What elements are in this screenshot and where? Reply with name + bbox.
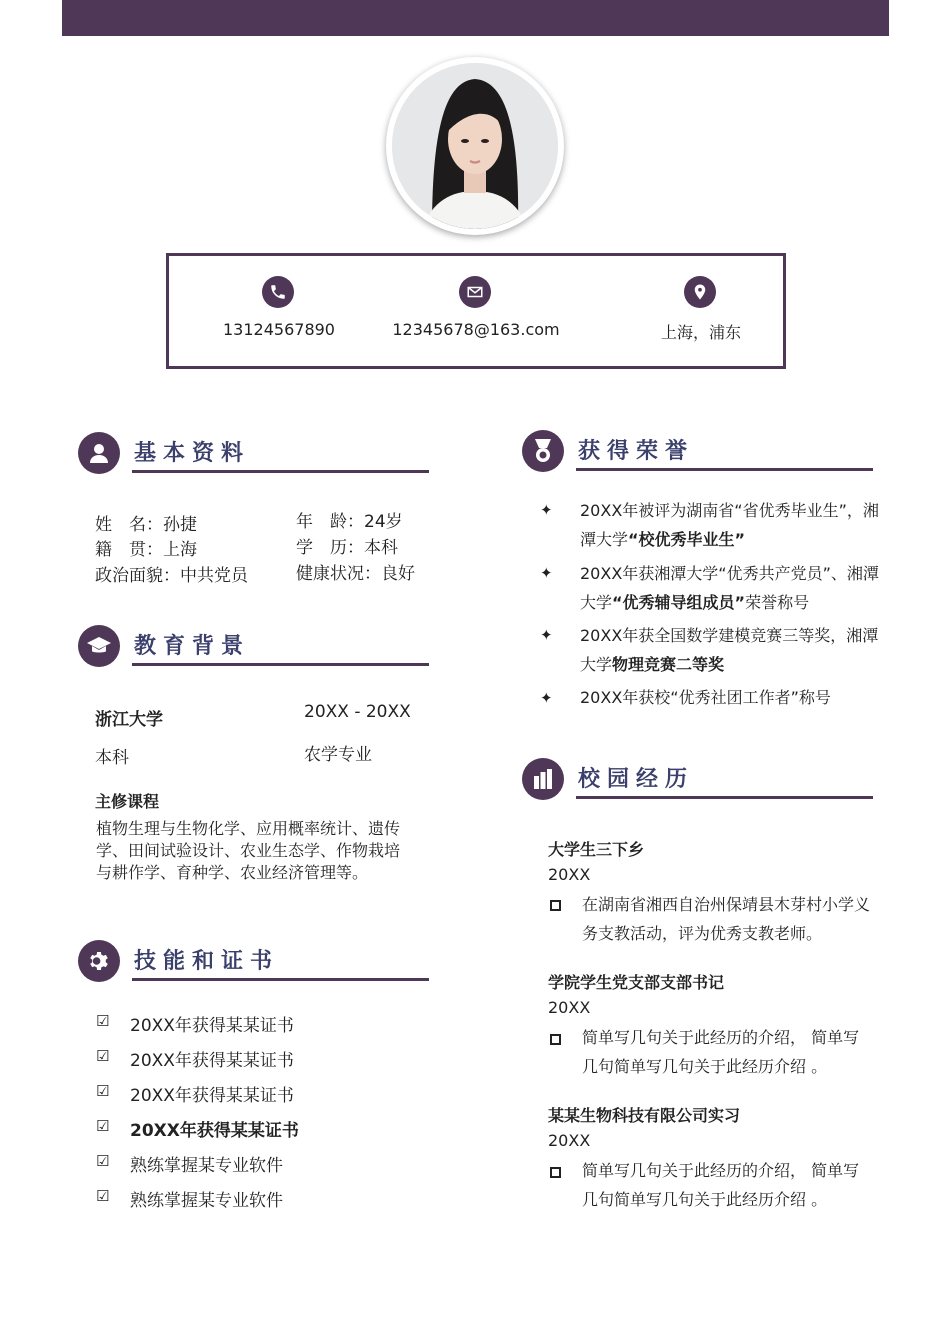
experience-year: 20XX (548, 1131, 591, 1150)
profile-photo (392, 63, 558, 229)
major: 农学专业 (304, 745, 372, 765)
section-title: 获得荣誉 (578, 439, 695, 464)
medal-icon (522, 430, 564, 472)
info-age: 年 龄：24岁 (296, 512, 403, 532)
contact-phone (169, 256, 389, 366)
mail-icon (459, 276, 491, 308)
info-political: 政治面貌：中共党员 (95, 566, 248, 586)
section-title: 教育背景 (134, 634, 251, 659)
phone-number: 13124567890 (223, 320, 335, 339)
skill-item: 熟练掌握某专业软件 (130, 1156, 283, 1176)
section-divider (132, 663, 429, 666)
experience-desc: 简单写几句关于此经历的介绍， 简单写几句简单写几句关于此经历介绍 。 (582, 1028, 860, 1076)
info-name: 姓 名：孙捷 (95, 515, 197, 535)
graduation-cap-icon (78, 625, 120, 667)
square-bullet-icon (550, 1167, 561, 1178)
experience-title: 某某生物科技有限公司实习 (548, 1106, 741, 1125)
contact-box (166, 253, 786, 369)
section-divider (576, 468, 873, 471)
degree: 本科 (95, 748, 129, 768)
top-banner (62, 0, 889, 36)
skill-item: 20XX年获得某某证书 (130, 1121, 299, 1141)
checkbox-icon: ☑ (96, 1082, 110, 1100)
experience-desc: 在湖南省湘西自治州保靖县木芽村小学义 务支教活动，评为优秀支教老师。 (582, 895, 871, 943)
user-icon (78, 432, 120, 474)
location-text: 上海，浦东 (660, 323, 741, 342)
experience-title: 学院学生党支部支部书记 (548, 973, 725, 992)
study-period: 20XX - 20XX (304, 702, 411, 722)
experience-title: 大学生三下乡 (548, 840, 645, 859)
section-divider (576, 796, 873, 799)
section-divider (132, 978, 429, 981)
info-health: 健康状况：良好 (296, 564, 415, 584)
contact-location (591, 256, 811, 366)
star-bullet-icon: ✦ (540, 501, 553, 519)
honor-item: 20XX年被评为湖南省“省优秀毕业生”，湘潭大学“校优秀毕业生” (580, 501, 879, 549)
phone-icon (262, 276, 294, 308)
square-bullet-icon (550, 1034, 561, 1045)
courses-list: 植物生理与生物化学、应用概率统计、遗传学、田间试验设计、农业生态学、作物栽培与耕作学、育种学、农业经济管理等。 (96, 819, 401, 882)
location-pin-icon (684, 276, 716, 308)
skill-item: 20XX年获得某某证书 (130, 1051, 294, 1071)
profile-photo-frame (386, 57, 564, 235)
section-divider (132, 470, 429, 473)
square-bullet-icon (550, 900, 561, 911)
checkbox-icon: ☑ (96, 1012, 110, 1030)
section-title: 校园经历 (578, 767, 695, 792)
skill-item: 20XX年获得某某证书 (130, 1016, 294, 1036)
courses-label: 主修课程 (95, 792, 160, 811)
section-title: 基本资料 (134, 441, 251, 466)
skill-item: 20XX年获得某某证书 (130, 1086, 294, 1106)
checkbox-icon: ☑ (96, 1152, 110, 1170)
building-icon (522, 758, 564, 800)
info-education: 学 历：本科 (296, 538, 398, 558)
star-bullet-icon: ✦ (540, 564, 553, 582)
star-bullet-icon: ✦ (540, 626, 553, 644)
experience-desc: 简单写几句关于此经历的介绍， 简单写几句简单写几句关于此经历介绍 。 (582, 1161, 860, 1209)
checkbox-icon: ☑ (96, 1047, 110, 1065)
experience-year: 20XX (548, 865, 591, 884)
info-native-place: 籍 贯：上海 (95, 540, 197, 560)
skill-item: 熟练掌握某专业软件 (130, 1191, 283, 1211)
checkbox-icon: ☑ (96, 1117, 110, 1135)
star-bullet-icon: ✦ (540, 689, 553, 707)
honor-item: 20XX年获湘潭大学“优秀共产党员”、湘潭大学“优秀辅导组成员”荣誉称号 (580, 564, 879, 612)
experience-year: 20XX (548, 998, 591, 1017)
checkbox-icon: ☑ (96, 1187, 110, 1205)
contact-email (366, 256, 586, 366)
section-title: 技能和证书 (134, 949, 280, 974)
gear-icon (78, 940, 120, 982)
honor-item: 20XX年获校“优秀社团工作者”称号 (580, 688, 831, 707)
email-address: 12345678@163.com (392, 320, 560, 339)
school-name: 浙江大学 (95, 710, 163, 730)
honor-item: 20XX年获全国数学建模竞赛三等奖，湘潭大学物理竞赛二等奖 (580, 626, 879, 674)
